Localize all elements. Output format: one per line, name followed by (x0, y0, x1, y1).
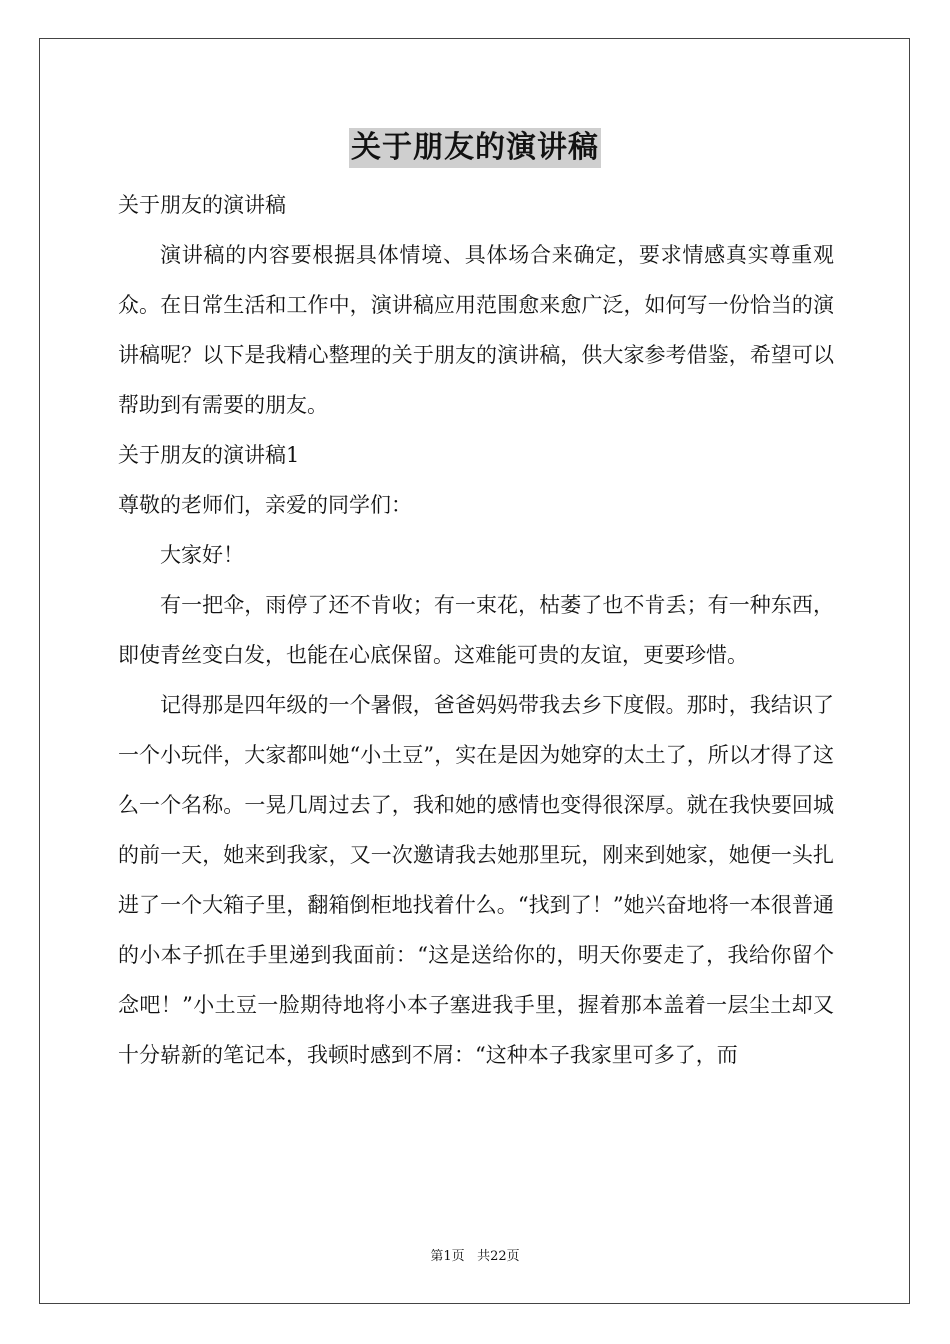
title-container (0, 128, 950, 168)
intro-paragraph: 演讲稿的内容要根据具体情境、具体场合来确定，要求情感真实尊重观众。在日常生活和工作中，演讲稿应用范围愈来愈广泛，如何写一份恰当的演讲稿呢？以下是我精心整理的关于朋友的演讲稿，供大家参考借鉴，希望可以帮助到有需要的朋友。 (118, 243, 834, 417)
page-total: 共22页 (477, 1249, 520, 1264)
salutation: 尊敬的老师们，亲爱的同学们： (118, 493, 412, 517)
section-heading: 关于朋友的演讲稿 (118, 193, 286, 217)
document-body (118, 180, 834, 1080)
page-number: 第1页 (430, 1249, 465, 1264)
greeting: 大家好！ (160, 543, 244, 567)
speech-heading: 关于朋友的演讲稿1 (118, 443, 300, 467)
document-title: 关于朋友的演讲稿 (349, 128, 601, 168)
body-paragraph: 记得那是四年级的一个暑假，爸爸妈妈带我去乡下度假。那时，我结识了一个小玩伴，大家都叫她“小土豆”，实在是因为她穿的太土了，所以才得了这么一个名称。一晃几周过去了，我和她的感情也变得很深厚。就在我快要回城的前一天，她来到我家，又一次邀请我去她那里玩，刚来到她家，她便一头扎进了一个大箱子里，翻箱倒柜地找着什么。“找到了！”她兴奋地将一本很普通的小本子抓在手里递到我面前：“这是送给你的，明天你要走了，我给你留个念吧！”小土豆一脸期待地将小本子塞进我手里，握着那本盖着一层尘土却又十分崭新的笔记本，我顿时感到不屑：“这种本子我家里可多了，而 (118, 693, 834, 1067)
page-footer (0, 1248, 950, 1266)
body-paragraph: 有一把伞，雨停了还不肯收；有一束花，枯萎了也不肯丢；有一种东西，即使青丝变白发，也能在心底保留。这难能可贵的友谊，更要珍惜。 (118, 593, 834, 667)
